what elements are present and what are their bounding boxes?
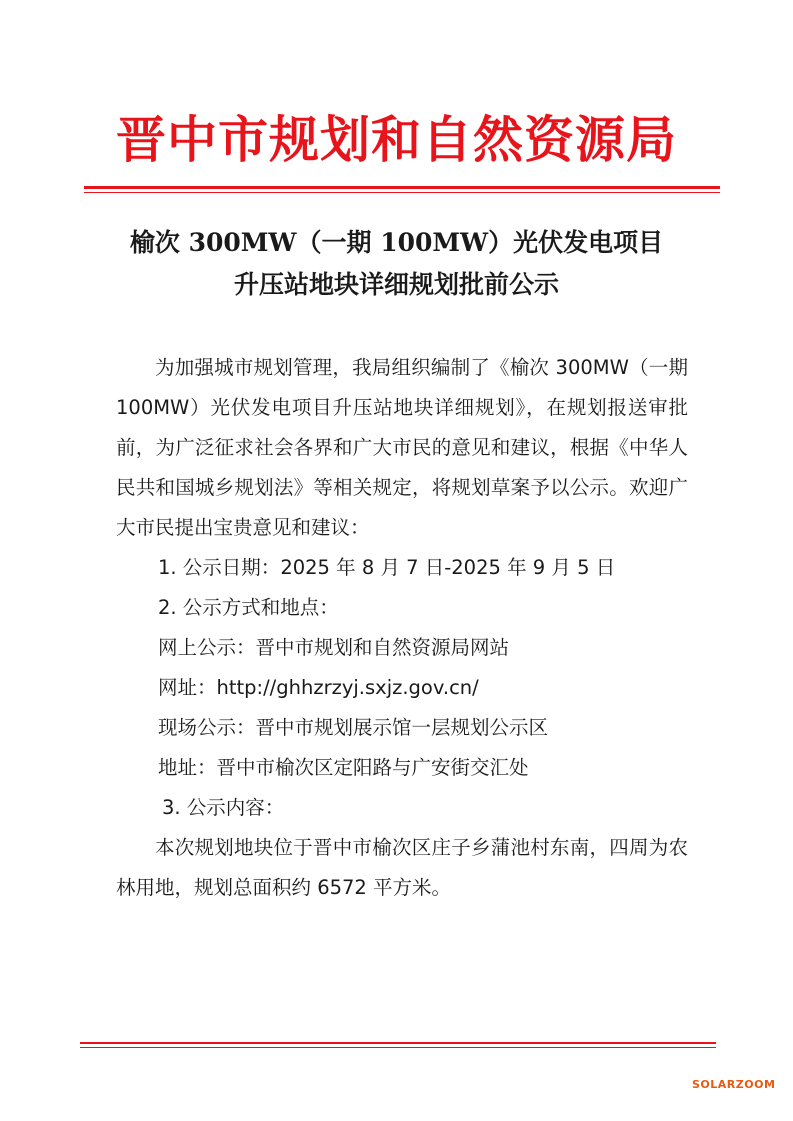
letterhead-rule-thin (84, 192, 720, 193)
item-publicity-date-label: 1. 公示日期： (158, 556, 281, 579)
onsite-publicity-line (116, 708, 688, 748)
item-publicity-content-label: 3. 公示内容： (162, 796, 285, 819)
onsite-publicity-label: 现场公示： (158, 716, 256, 739)
item-publicity-method-label: 2. 公示方式和地点： (158, 596, 339, 619)
online-publicity-label: 网上公示： (158, 636, 256, 659)
online-publicity-line (116, 628, 688, 668)
online-publicity-value: 晋中市规划和自然资源局网站 (255, 636, 510, 659)
website-url: http://ghhzrzyj.sxjz.gov.cn/ (216, 676, 479, 699)
address-line (116, 748, 688, 788)
intro-paragraph: 为加强城市规划管理，我局组织编制了《榆次 300MW（一期 100MW）光伏发电项目升压站地块详细规划》，在规划报送审批前，为广泛征求社会各界和广大市民的意见和建议，根据《中华人民共和国城乡规划法》等相关规定，将规划草案予以公示。欢迎广大市民提出宝贵意见和建议： (116, 356, 688, 539)
footer-rule-thick (80, 1042, 716, 1044)
onsite-publicity-value: 晋中市规划展示馆一层规划公示区 (255, 716, 549, 739)
item-publicity-date (116, 548, 688, 588)
document-title (0, 222, 793, 306)
document-body (116, 348, 688, 908)
address-label: 地址： (158, 756, 217, 779)
solarzoom-watermark: SOLARZOOM (692, 1078, 776, 1091)
letterhead-org-name: 晋中市规划和自然资源局 (116, 110, 677, 169)
content-paragraph: 本次规划地块位于晋中市榆次区庄子乡蒲池村东南，四周为农林用地，规划总面积约 6572 平方米。 (116, 836, 688, 899)
document-title-line-2: 升压站地块详细规划批前公示 (233, 270, 559, 299)
address-value: 晋中市榆次区定阳路与广安街交汇处 (216, 756, 529, 779)
item-publicity-date-value: 2025 年 8 月 7 日-2025 年 9 月 5 日 (280, 556, 616, 579)
website-label: 网址： (158, 676, 217, 699)
document-title-line-1: 榆次 300MW（一期 100MW）光伏发电项目 (129, 228, 664, 257)
letterhead-rule-thick (84, 186, 720, 189)
footer-rule-thin (80, 1047, 716, 1048)
website-line (116, 668, 688, 708)
